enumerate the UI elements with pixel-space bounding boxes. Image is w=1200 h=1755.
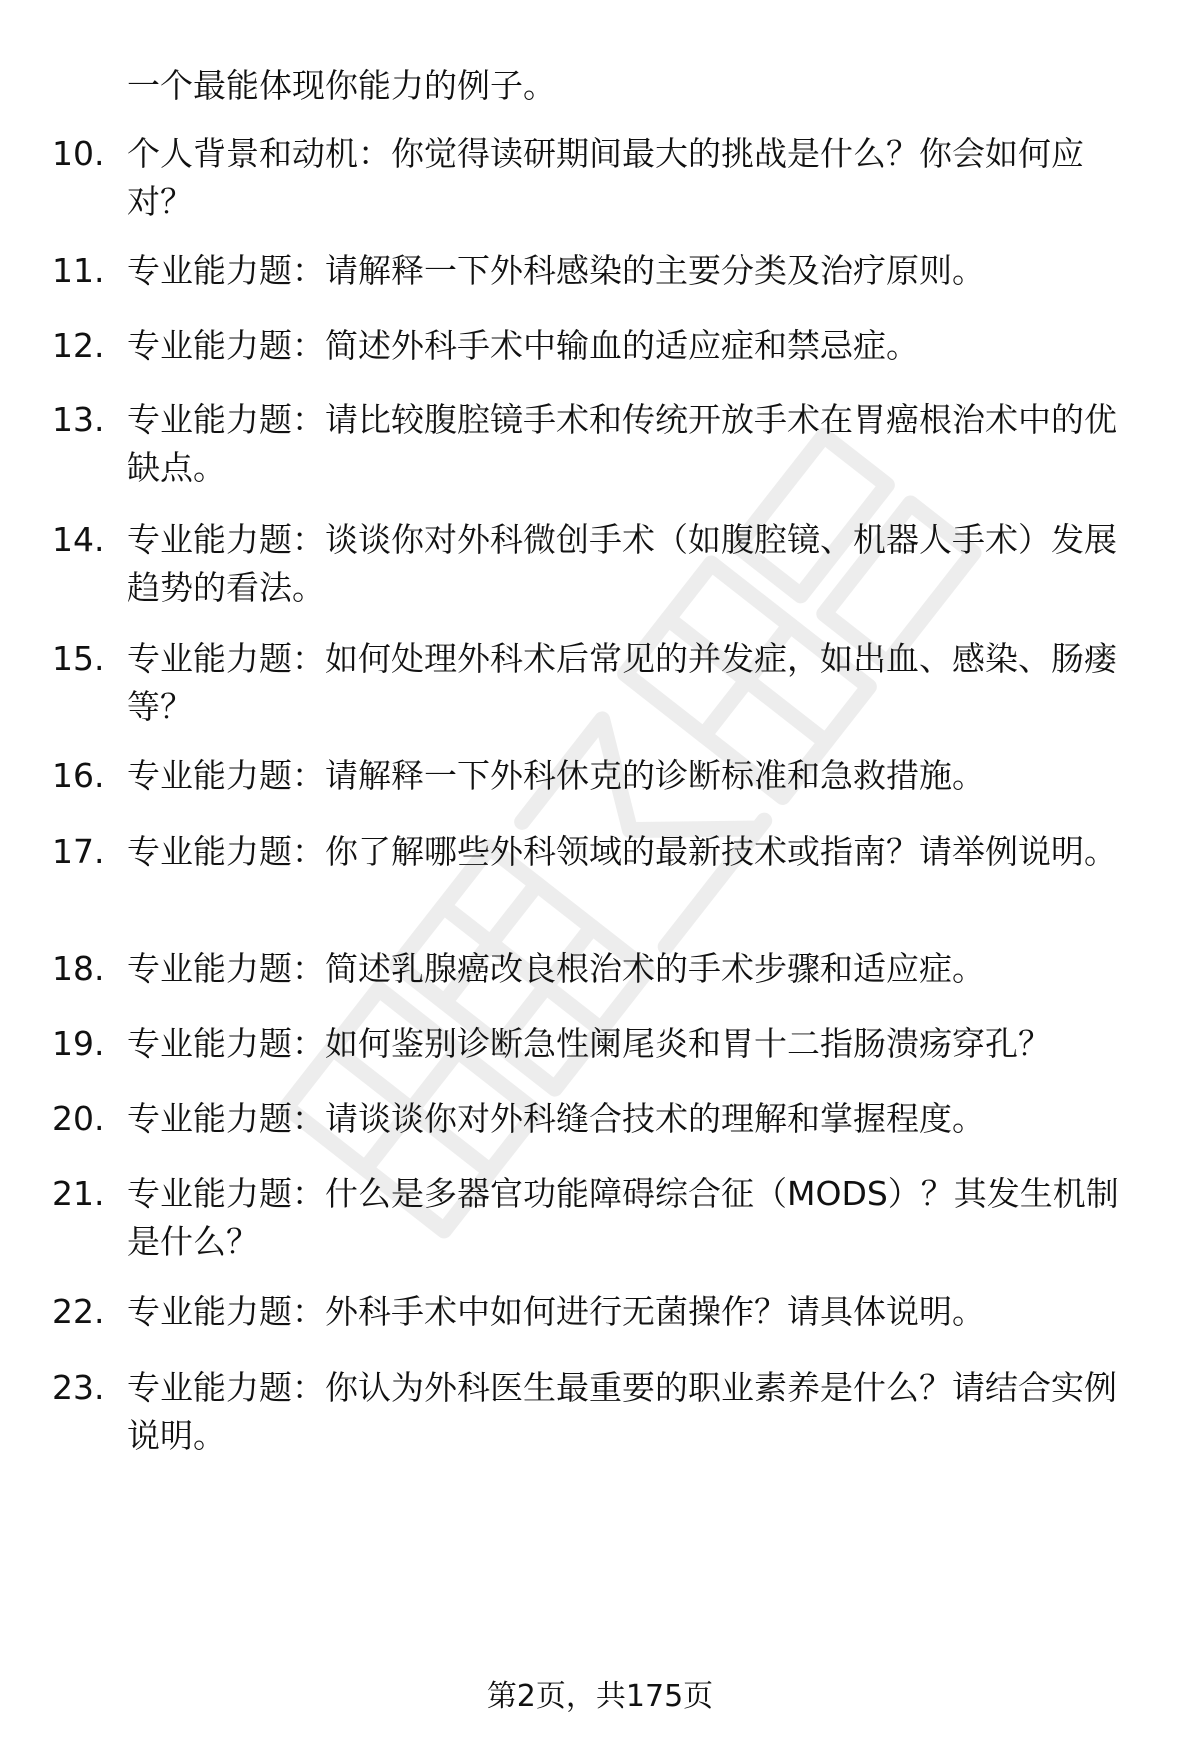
item-number: 23. xyxy=(52,1368,105,1407)
item-number: 11. xyxy=(52,251,105,290)
item-text: 专业能力题：谈谈你对外科微创手术（如腹腔镜、机器人手术）发展趋势的看法。 xyxy=(127,520,1117,607)
item-number: 19. xyxy=(52,1024,105,1063)
item-text: 专业能力题：如何鉴别诊断急性阑尾炎和胃十二指肠溃疡穿孔？ xyxy=(127,1024,1051,1063)
item-number: 17. xyxy=(52,832,105,871)
item-number: 12. xyxy=(52,326,105,365)
item-number: 18. xyxy=(52,949,105,988)
item-number: 14. xyxy=(52,520,105,559)
item-text: 专业能力题：什么是多器官功能障碍综合征（MODS）？其发生机制是什么？ xyxy=(127,1174,1119,1261)
item-number: 13. xyxy=(52,400,105,439)
page-footer: 第2页，共175页 xyxy=(486,1679,714,1714)
item-number: 16. xyxy=(52,756,105,795)
item-number: 20. xyxy=(52,1099,105,1138)
item-number: 10. xyxy=(52,134,105,173)
item-text: 专业能力题：简述乳腺癌改良根治术的手术步骤和适应症。 xyxy=(127,949,985,988)
item-text: 个人背景和动机：你觉得读研期间最大的挑战是什么？你会如何应对？ xyxy=(127,134,1084,221)
item-text: 专业能力题：简述外科手术中输血的适应症和禁忌症。 xyxy=(127,326,919,365)
item-number: 21. xyxy=(52,1174,105,1213)
item-text: 专业能力题：你了解哪些外科领域的最新技术或指南？请举例说明。 xyxy=(127,832,1117,871)
continuation-text: 一个最能体现你能力的例子。 xyxy=(127,66,556,105)
item-text: 专业能力题：请解释一下外科感染的主要分类及治疗原则。 xyxy=(127,251,985,290)
item-number: 15. xyxy=(52,639,105,678)
item-text: 专业能力题：如何处理外科术后常见的并发症，如出血、感染、肠瘘等？ xyxy=(127,639,1117,726)
item-text: 专业能力题：你认为外科医生最重要的职业素养是什么？请结合实例说明。 xyxy=(127,1368,1117,1455)
item-text: 专业能力题：外科手术中如何进行无菌操作？请具体说明。 xyxy=(127,1292,985,1331)
item-text: 专业能力题：请谈谈你对外科缝合技术的理解和掌握程度。 xyxy=(127,1099,985,1138)
item-text: 专业能力题：请解释一下外科休克的诊断标准和急救措施。 xyxy=(127,756,985,795)
item-text: 专业能力题：请比较腹腔镜手术和传统开放手术在胃癌根治术中的优缺点。 xyxy=(127,400,1117,487)
item-number: 22. xyxy=(52,1292,105,1331)
